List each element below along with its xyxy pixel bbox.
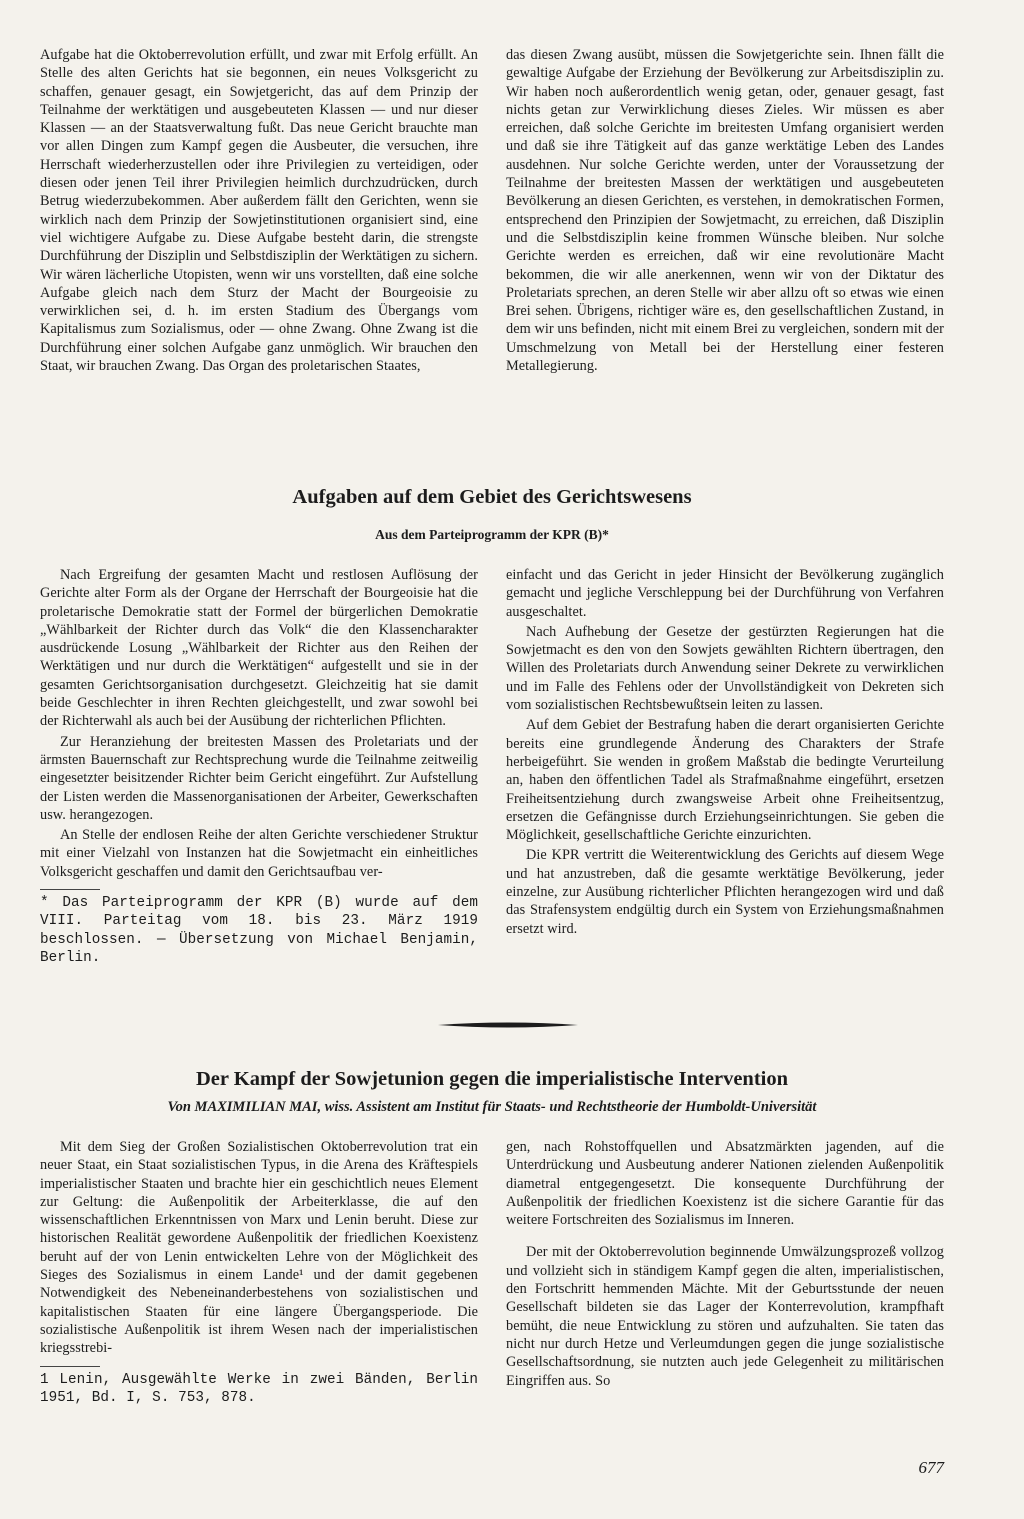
paragraph: Die KPR vertritt die Weiterentwicklung des Gerichts auf diesem Wege und hat anzustreben, daß die gesamte werktätige Bevölkerung, jeder einzelne, zur Ausübung richterlicher Pflichten herangezogen wird und daß das Strafensystem endgültig durch ein System von Erziehungsmaßnahmen ersetzt wird. [506,847,944,937]
section2-byline: Von MAXIMILIAN MAI, wiss. Assistent am Institut für Staats- und Rechtstheorie der Humboldt-Universität [167,1099,817,1115]
top-left-column [40,46,478,375]
paragraph: An Stelle der endlosen Reihe der alten Gerichte verschiedener Struktur mit einer Vielzahl von Instanzen hat die Sowjetmacht ein einheitliches Volksgericht geschaffen und damit den Gerichtsaufbau ver- [40,827,478,880]
paragraph: Aufgabe hat die Oktoberrevolution erfüllt, und zwar mit Erfolg erfüllt. An Stelle des alten Gerichts hat sie begonnen, ein neues Volksgericht zu schaffen, genauer gesagt, ein Sowjetgericht, das auf dem Prinzip der Teilnahme der werktätigen und ausgebeuteten Klassen — und nur dieser Klassen — an der Staatsverwaltung fußt. Das neue Gericht brauchte man vor allen Dingen zum Kampf gegen die Ausbeuter, die versuchen, ihre Herrschaft wiederherzustellen oder ihre Privilegien zu verteidigen, oder diesen oder jenen Teil ihrer Privilegien heimlich durchzudrücken, durch Betrug wiederzubekommen. Aber außerdem fällt den Gerichten, wenn sie wirklich nach dem Prinzip der Sowjetinstitutionen organisiert sind, eine viel wichtigere Aufgabe zu. Diese Aufgabe besteht darin, die strengste Durchführung der Disziplin und Selbstdisziplin der Werktätigen zu sichern. Wir wären lächerliche Utopisten, wenn wir uns vorstellten, daß eine solche Aufgabe gleich nach dem Sturz der Macht der Bourgeoisie zu verwirklichen sei, d. h. im ersten Stadium des Übergangs vom Kapitalismus zum Sozialismus, oder — ohne Zwang. Ohne Zwang ist die Durchführung einer solchen Aufgabe ganz unmöglich. Wir brauchen den Staat, wir brauchen Zwang. Das Organ des proletarischen Staates, [40,47,478,375]
footnote-rule [40,889,100,890]
section2-right-column [506,1138,944,1407]
section1-columns [40,566,944,967]
paragraph: einfacht und das Gericht in jeder Hinsicht der Bevölkerung zugänglich gemacht und jegliche Verschleppung bei der Durchführung von Verfahren ausgeschaltet. [506,567,944,620]
paragraph: Nach Aufhebung der Gesetze der gestürzten Regierungen hat die Sowjetmacht es den von den Sowjets gewählten Richtern übertragen, den Willen des Proletariats durch Anwendung seiner Dekrete zu verwirklichen und im Falle des Fehlens oder der Unvollständigkeit von Dekreten sich vom sozialistischen Rechtsbewußtsein leiten zu lassen. [506,623,944,714]
paragraph: Der mit der Oktoberrevolution beginnende Umwälzungsprozeß vollzog und vollzieht sich in ständigem Kampf gegen die alten, imperialistischen, den Fortschritt hemmenden Mächte. Mit der Geburtsstunde der neuen Gesellschaft bildeten sie das Lager der Konterrevolution, krampfhaft bemüht, die neue Entwicklung zu stören und aufzuhalten. Sie taten das nicht nur durch Hetze und Verleumdungen gegen die junge sozialistische Gesellschaftsordnung, sie nutzten auch jede Gelegenheit zu militärischen Eingriffen aus. So [506,1244,944,1389]
section1-subtitle: Aus dem Parteiprogramm der KPR (B)* [375,527,609,542]
paragraph: das diesen Zwang ausübt, müssen die Sowjetgerichte sein. Ihnen fällt die gewaltige Aufgabe der Erziehung der Bevölkerung zur Arbeitsdisziplin zu. Wir haben noch außerordentlich wenig getan, oder, genauer gesagt, fast nichts getan zur Verwirklichung dieses Zieles. Wir müssen es aber erreichen, daß solche Gerichte im breitesten Umfang organisiert werden und daß sie ihre Tätigkeit auf das ganze werktätige Leben des Landes ausdehnen. Nur solche Gerichte werden, unter der Voraussetzung der Teilnahme der breitesten Massen der werktätigen und ausgebeuteten Bevölkerung an diesen Gerichten, es verstehen, in demokratischen Formen, entsprechend den Prinzipien der Sowjetmacht, zu erreichen, daß Disziplin und die Selbstdisziplin keine frommen Wünsche bleiben. Nur solche Gerichte werden es erreichen, daß wir eine revolutionäre Macht bekommen, die wir alle anerkennen, wenn wir von der Diktatur des Proletariats sprechen, an deren Stelle wir aber allzu oft so etwas wie einen Brei sehen. Übrigens, richtiger wäre es, den gesellschaftlichen Zustand, in dem wir uns befinden, nicht mit einem Brei zu vergleichen, sondern mit der Umschmelzung von Metall bei der Herstellung einer festeren Metallegierung. [506,47,944,375]
section2-footnote: 1 Lenin, Ausgewählte Werke in zwei Bänden, Berlin 1951, Bd. I, S. 753, 878. [40,1371,478,1406]
paragraph: Auf dem Gebiet der Bestrafung haben die derart organisierten Gerichte bereits eine grundlegende Änderung des Charakters der Strafe herbeigeführt. Sie wenden in großem Maßstab die bedingte Verurteilung an, haben den öffentlichen Tadel als Strafmaßnahme eingeführt, ersetzen Freiheitsentziehung durch zwangsweise Arbeit ohne Freiheitsentzug, ersetzen die Gefängnisse durch Erziehungseinrichtungen. Sie geben die Möglichkeit, gesellschaftliche Gerichte einzurichten. [506,717,944,844]
paragraph: gen, nach Rohstoffquellen und Absatzmärkten jagenden, auf die Unterdrückung und Ausbeutung anderer Nationen zielenden Außenpolitik diametral entgegengesetzt. Die konsequente Durchführung der Außenpolitik der friedlichen Koexistenz ist die sichere Garantie für das weitere Fortschreiten des Sozialismus im Inneren. [506,1139,944,1229]
section2-columns [40,1138,944,1407]
section2-title: Der Kampf der Sowjetunion gegen die imperialistische Intervention [196,1068,788,1090]
footnote-rule [40,1366,100,1367]
section1-right-column [506,566,944,967]
section1-title: Aufgaben auf dem Gebiet des Gerichtswesens [292,486,692,508]
section-divider-ornament [438,1022,578,1028]
paragraph: Mit dem Sieg der Großen Sozialistischen Oktoberrevolution trat ein neuer Staat, ein Staat sozialistischen Typus, in die Arena des Kräftespiels imperialistischer Staaten und brachte hier ein geschichtlich neues Element zur Geltung: die Außenpolitik der Arbeiterklasse, die auf den wissenschaftlichen Erkenntnissen von Marx und Lenin beruht. Diese zur historischen Realität gewordene Außenpolitik der friedlichen Koexistenz beruht auf der von Lenin entwickelten Lehre von der Möglichkeit des Sieges des Sozialismus in einem Lande¹ und der damit gegebenen Notwendigkeit des Nebeneinanderbestehens von sozialistischen und kapitalistischen Staaten für eine längere Übergangsperiode. Die sozialistische Außenpolitik ist ihrem Wesen nach der imperialistischen kriegsstrebi- [40,1139,478,1357]
page-number: 677 [918,1458,944,1477]
section1-left-column [40,566,478,967]
top-columns [40,46,944,375]
paragraph: Nach Ergreifung der gesamten Macht und restlosen Auflösung der Gerichte alter Form als der Organe der Herrschaft der Bourgeoisie hat die proletarische Demokratie statt der Formel der bürgerlichen Demokratie „Wählbarkeit der Richter durch das Volk“ die den Klassencharakter ausdrückende Losung „Wählbarkeit der Richter aus den Reihen der Werktätigen und nur durch die Werktätigen“ aufgestellt und sie in der gesamten Gerichtsorganisation durchgesetzt. Gleichzeitig hat sie damit beide Geschlechter in ihren Rechten gleichgestellt, und zwar sowohl bei der Richterwahl als auch bei der Ausübung der richterlichen Pflichten. [40,567,478,730]
section1-footnote: * Das Parteiprogramm der KPR (B) wurde auf dem VIII. Parteitag vom 18. bis 23. März 1919 beschlossen. — Übersetzung von Michael Benjamin, Berlin. [40,895,478,966]
paragraph: Zur Heranziehung der breitesten Massen des Proletariats und der ärmsten Bauernschaft zur Rechtsprechung wurde die Teilnahme zeitweilig eingesetzter beisitzender Richter beim Gericht eingeführt. Zur Aufstellung der Listen werden die Massenorganisationen der Arbeiter, Gewerkschaften usw. herangezogen. [40,733,478,823]
top-right-column [506,46,944,375]
section2-left-column [40,1138,478,1407]
